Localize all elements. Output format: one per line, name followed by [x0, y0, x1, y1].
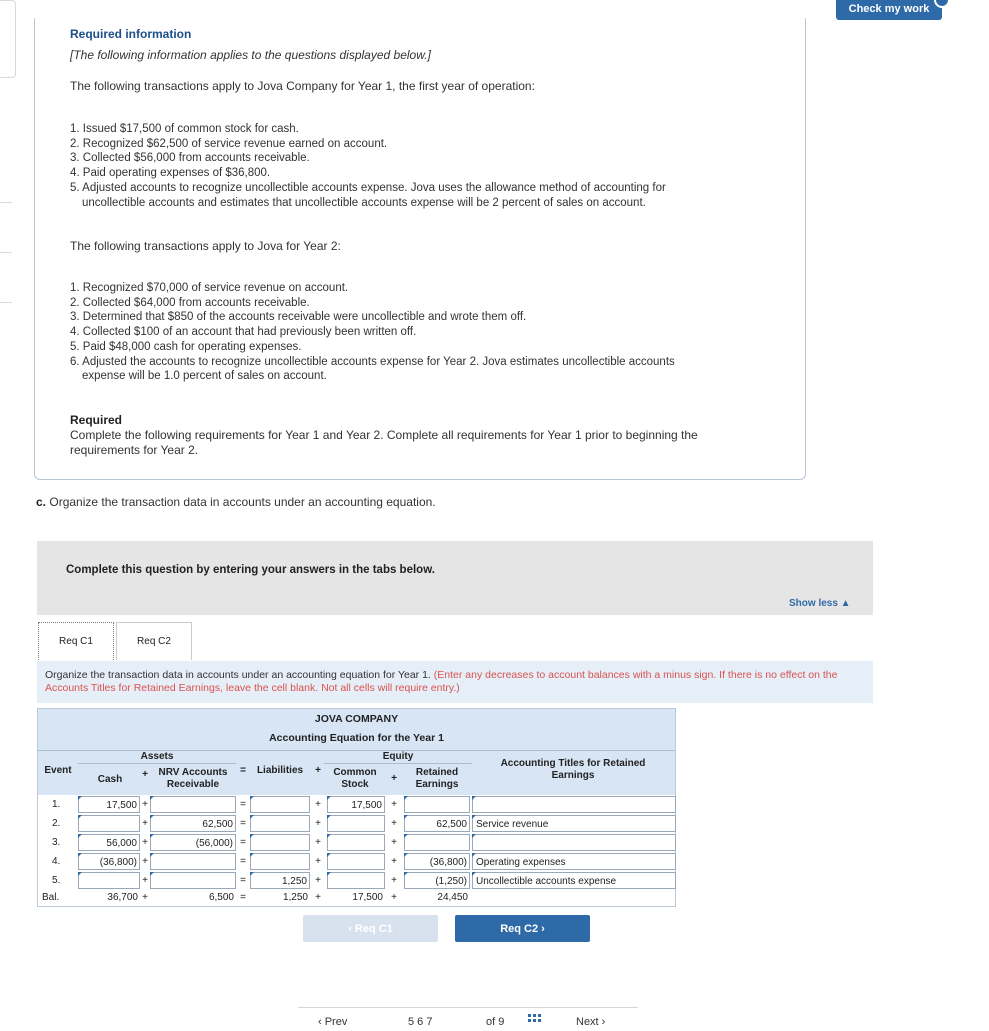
cash-input[interactable]: (36,800): [78, 853, 140, 870]
plus-sign: +: [315, 799, 321, 810]
retained-earnings-header: Retained Earnings: [415, 767, 459, 790]
list-item: 5. Adjusted accounts to recognize uncollectible accounts expense. Jova uses the allowance method of accounting for: [70, 181, 666, 194]
common-stock-balance: 17,500: [352, 892, 383, 903]
equals-sign: =: [240, 892, 246, 903]
plus-sign: +: [315, 837, 321, 848]
event-label: 5.: [52, 875, 61, 886]
equals-sign: =: [240, 818, 246, 829]
list-item: 1. Recognized $70,000 of service revenue on account.: [70, 282, 349, 294]
company-name: JOVA COMPANY: [314, 713, 399, 725]
liabilities-input[interactable]: [250, 815, 310, 832]
panel-title: Complete this question by entering your answers in the tabs below.: [66, 564, 435, 576]
required-text: Complete the following requirements for Year 1 and Year 2. Complete all requirements for Year 1 prior to beginning the requirements for Year 2.: [70, 428, 698, 457]
table-row: [38, 814, 675, 833]
year2-list: [70, 281, 675, 384]
plus-sign: +: [142, 799, 148, 810]
accounting-equation-table: [37, 708, 676, 907]
cash-input[interactable]: [78, 815, 140, 832]
liabilities-input[interactable]: [250, 853, 310, 870]
instructions: [45, 669, 845, 695]
info-title: Required information: [70, 27, 192, 41]
left-rail-panel: [0, 0, 16, 78]
balance-label: Bal.: [42, 892, 60, 903]
question-prompt: [36, 495, 436, 509]
page-count: of 9: [486, 1016, 505, 1028]
equity-header: Equity: [382, 751, 414, 762]
equals-sign: =: [240, 837, 246, 848]
table-row: [38, 795, 675, 814]
balance-row: [38, 888, 675, 907]
year1-intro: The following transactions apply to Jova Company for Year 1, the first year of operation:: [70, 79, 535, 93]
re-title-input[interactable]: [472, 796, 676, 813]
plus-sign: +: [142, 856, 148, 867]
list-item: 1. Issued $17,500 of common stock for cash.: [70, 123, 299, 135]
left-rail-divider: [0, 302, 12, 303]
list-item-continuation: uncollectible accounts and estimates that uncollectible accounts expense will be 2 percent of sales on account.: [82, 196, 646, 209]
common-stock-input[interactable]: [327, 834, 385, 851]
nrv-input[interactable]: [150, 796, 236, 813]
common-stock-input[interactable]: [327, 815, 385, 832]
tab-req-c1[interactable]: Req C1: [38, 622, 114, 660]
nrv-header: NRV Accounts Receivable: [158, 767, 228, 790]
list-item: 2. Collected $64,000 from accounts receivable.: [70, 296, 310, 309]
equity-underline: [324, 763, 472, 764]
nrv-balance: 6,500: [208, 892, 234, 903]
cash-balance: 36,700: [107, 892, 138, 903]
list-item: 5. Paid $48,000 cash for operating expenses.: [70, 340, 302, 353]
equals-sign: =: [240, 856, 246, 867]
check-my-work-button[interactable]: Check my work: [836, 0, 942, 20]
retained-earnings-input[interactable]: [404, 796, 470, 813]
re-title-input[interactable]: Service revenue: [472, 815, 676, 832]
liabilities-input[interactable]: [250, 796, 310, 813]
left-rail-divider: [0, 252, 12, 253]
common-stock-input[interactable]: [327, 872, 385, 889]
question-label: c.: [36, 495, 47, 509]
question-panel: [37, 541, 873, 615]
plus-sign: +: [315, 765, 321, 776]
plus-sign: +: [391, 818, 397, 829]
liabilities-input[interactable]: 1,250: [250, 872, 310, 889]
equals-sign: =: [240, 765, 246, 776]
event-label: 3.: [52, 837, 61, 848]
plus-sign: +: [391, 892, 397, 903]
re-title-input[interactable]: Uncollectible accounts expense: [472, 872, 676, 889]
retained-earnings-input[interactable]: [404, 834, 470, 851]
table-subtitle: Accounting Equation for the Year 1: [269, 732, 444, 744]
liabilities-input[interactable]: [250, 834, 310, 851]
titles-header: Accounting Titles for Retained Earnings: [500, 758, 646, 781]
plus-sign: +: [391, 875, 397, 886]
retained-earnings-input[interactable]: (36,800): [404, 853, 470, 870]
cash-header: Cash: [97, 774, 123, 785]
common-stock-input[interactable]: 17,500: [327, 796, 385, 813]
re-title-input[interactable]: [472, 834, 676, 851]
nrv-input[interactable]: [150, 853, 236, 870]
event-label: 1.: [52, 799, 61, 810]
plus-sign: +: [391, 799, 397, 810]
plus-sign: +: [142, 769, 148, 780]
plus-sign: +: [391, 837, 397, 848]
next-page-link[interactable]: Next ›: [576, 1016, 606, 1028]
cash-input[interactable]: [78, 872, 140, 889]
assets-underline: [78, 763, 236, 764]
liabilities-header: Liabilities: [256, 765, 304, 776]
assets-header: Assets: [140, 751, 174, 762]
plus-sign: +: [315, 856, 321, 867]
plus-sign: +: [315, 875, 321, 886]
list-item: 2. Recognized $62,500 of service revenue earned on account.: [70, 137, 388, 150]
common-stock-input[interactable]: [327, 853, 385, 870]
prev-tab-button[interactable]: ‹ Req C1: [303, 915, 438, 942]
instructions-main: Organize the transaction data in accounts under an accounting equation for Year 1.: [45, 669, 431, 681]
left-rail-divider: [0, 202, 12, 203]
list-item-continuation: expense will be 1.0 percent of sales on account.: [82, 370, 327, 383]
list-item: 6. Adjusted the accounts to recognize uncollectible accounts expense for Year 2. Jova estimates uncollectible accounts: [70, 355, 675, 368]
show-less-link[interactable]: Show less ▲: [789, 598, 851, 609]
plus-sign: +: [142, 818, 148, 829]
plus-sign: +: [315, 892, 321, 903]
equals-sign: =: [240, 799, 246, 810]
cash-input[interactable]: 17,500: [78, 796, 140, 813]
nrv-input[interactable]: 62,500: [150, 815, 236, 832]
event-label: 2.: [52, 818, 61, 829]
event-header: Event: [44, 765, 72, 776]
tab-req-c2[interactable]: Req C2: [116, 622, 192, 660]
plus-sign: +: [142, 837, 148, 848]
nrv-input[interactable]: (56,000): [150, 834, 236, 851]
nrv-input[interactable]: [150, 872, 236, 889]
plus-sign: +: [391, 856, 397, 867]
instructions-note: (Enter any decreases to account balances with a minus sign. If there is no effect on the Accounts Titles for Retained Earnings, leave the cell blank. Not all cells will require entry.): [45, 669, 838, 694]
next-tab-button[interactable]: Req C2 ›: [455, 915, 590, 942]
retained-earnings-input[interactable]: 62,500: [404, 815, 470, 832]
list-item: 3. Collected $56,000 from accounts receivable.: [70, 152, 310, 165]
retained-earnings-input[interactable]: (1,250): [404, 872, 470, 889]
table-row: [38, 852, 675, 871]
plus-sign: +: [391, 773, 397, 784]
retained-earnings-balance: 24,450: [437, 892, 468, 903]
plus-sign: +: [315, 818, 321, 829]
table-row: [38, 833, 675, 852]
page-numbers[interactable]: 5 6 7: [408, 1016, 433, 1028]
equals-sign: =: [240, 875, 246, 886]
year2-intro: The following transactions apply to Jova for Year 2:: [70, 239, 341, 253]
list-item: 4. Paid operating expenses of $36,800.: [70, 167, 271, 180]
list-item: 4. Collected $100 of an account that had previously been written off.: [70, 326, 417, 339]
question-text: Organize the transaction data in accounts under an accounting equation.: [49, 495, 436, 509]
cash-input[interactable]: 56,000: [78, 834, 140, 851]
plus-sign: +: [142, 892, 148, 903]
common-stock-header: Common Stock: [333, 767, 377, 790]
plus-sign: +: [142, 875, 148, 886]
required-heading: Required: [70, 413, 123, 427]
event-label: 4.: [52, 856, 61, 867]
year1-list: [70, 122, 666, 210]
re-title-input[interactable]: Operating expenses: [472, 853, 676, 870]
grid-icon[interactable]: [528, 1014, 542, 1028]
info-note: [The following information applies to the questions displayed below.]: [70, 48, 431, 62]
footer-divider: [298, 1007, 638, 1008]
prev-page-link[interactable]: ‹ Prev: [318, 1016, 348, 1028]
list-item: 3. Determined that $850 of the accounts receivable were uncollectible and wrote them off.: [70, 311, 527, 324]
liabilities-balance: 1,250: [282, 892, 308, 903]
